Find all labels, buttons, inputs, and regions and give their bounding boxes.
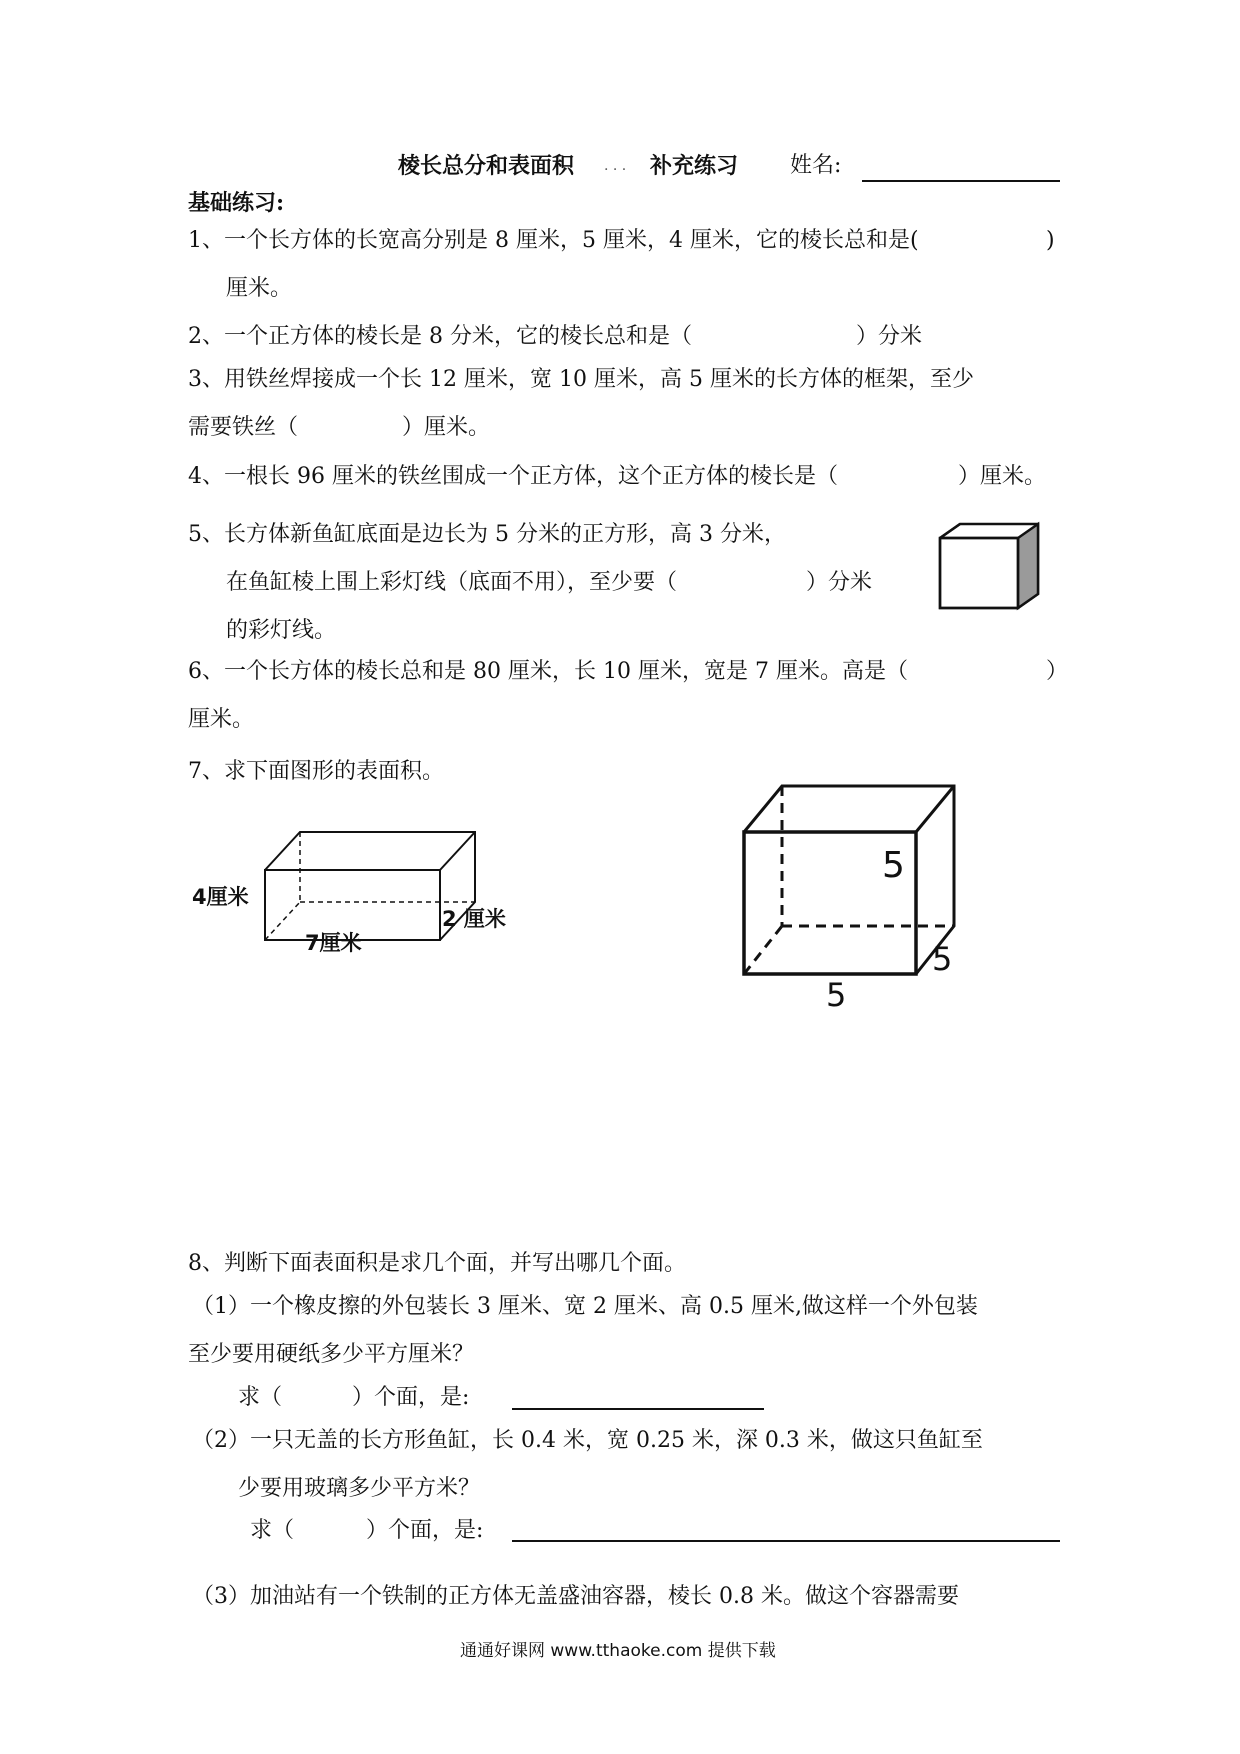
q8-p3-line1: （3）加油站有一个铁制的正方体无盖盛油容器，棱长 0.8 米。做这个容器需要 — [192, 1584, 959, 1609]
q8-text: 8、判断下面表面积是求几个面，并写出哪几个面。 — [188, 1251, 686, 1276]
section-heading: 基础练习: — [188, 190, 285, 216]
cube-height-label: 5 — [882, 845, 905, 886]
q3-close: ）厘米。 — [402, 415, 491, 440]
q3-line1: 3、用铁丝焊接成一个长 12 厘米，宽 10 厘米，高 5 厘米的长方体的框架，至少 — [188, 367, 974, 392]
q1-line2: 厘米。 — [226, 276, 293, 301]
q6-close: ） — [1046, 659, 1069, 684]
q8-p1-line2: 至少要用硬纸多少平方厘米？ — [188, 1342, 475, 1367]
q6-line1: 6、一个长方体的棱长总和是 80 厘米，长 10 厘米，宽是 7 厘米。高是（ — [188, 659, 908, 684]
q7-text: 7、求下面图形的表面积。 — [188, 759, 444, 784]
q8-p1-answer-blank[interactable] — [512, 1408, 764, 1410]
page-title: 棱长总分和表面积 — [398, 153, 575, 179]
name-label: 姓名: — [790, 153, 842, 178]
page-subtitle: 补充练习 — [650, 153, 739, 179]
cube-depth-label: 5 — [932, 940, 953, 978]
q4-close: ）厘米。 — [958, 464, 1047, 489]
q8-p2-line2: 少要用玻璃多少平方米？ — [238, 1476, 481, 1501]
q2-text: 2、一个正方体的棱长是 8 分米，它的棱长总和是（ — [188, 324, 692, 349]
q3-line2: 需要铁丝（ — [188, 415, 299, 440]
cuboid-width-label: 2 厘米 — [442, 907, 506, 931]
q5-line1: 5、长方体新鱼缸底面是边长为 5 分米的正方形，高 3 分米， — [188, 522, 786, 547]
q1-line1: 1、一个长方体的长宽高分别是 8 厘米，5 厘米，4 厘米，它的棱长总和是( — [188, 228, 919, 253]
q5-line2: 在鱼缸棱上围上彩灯线（底面不用），至少要（ — [226, 570, 678, 595]
fish-tank-box-figure — [938, 522, 1048, 612]
q8-p2-answer-b: ）个面，是: — [366, 1518, 484, 1543]
footer-text: 通通好课网 www.tthaoke.com 提供下载 — [460, 1641, 776, 1661]
q4-text: 4、一根长 96 厘米的铁丝围成一个正方体，这个正方体的棱长是（ — [188, 464, 838, 489]
q1-close: ) — [1046, 228, 1055, 253]
cuboid-length-label: 7厘米 — [305, 931, 362, 955]
q5-line3: 的彩灯线。 — [226, 618, 337, 643]
cuboid-height-label: 4厘米 — [192, 885, 249, 909]
q8-p2-answer-a: 求（ — [250, 1518, 295, 1543]
cube-length-label: 5 — [826, 976, 847, 1014]
name-blank[interactable] — [862, 180, 1060, 182]
q8-p2-line1: （2）一只无盖的长方形鱼缸，长 0.4 米，宽 0.25 米，深 0.3 米，做这只鱼缸至 — [192, 1428, 983, 1453]
q8-p1-line1: （1）一个橡皮擦的外包装长 3 厘米、宽 2 厘米、高 0.5 厘米,做这样一个外包装 — [192, 1294, 978, 1319]
q2-close: ）分米 — [856, 324, 923, 349]
q5-close: ）分米 — [806, 570, 873, 595]
q6-line2: 厘米。 — [188, 707, 255, 732]
cube-figure — [740, 782, 990, 982]
title-dots: . . . — [604, 158, 627, 174]
q8-p1-answer-b: ）个面，是: — [352, 1385, 470, 1410]
q8-p1-answer-a: 求（ — [238, 1385, 283, 1410]
q8-p2-answer-blank[interactable] — [512, 1540, 1060, 1542]
